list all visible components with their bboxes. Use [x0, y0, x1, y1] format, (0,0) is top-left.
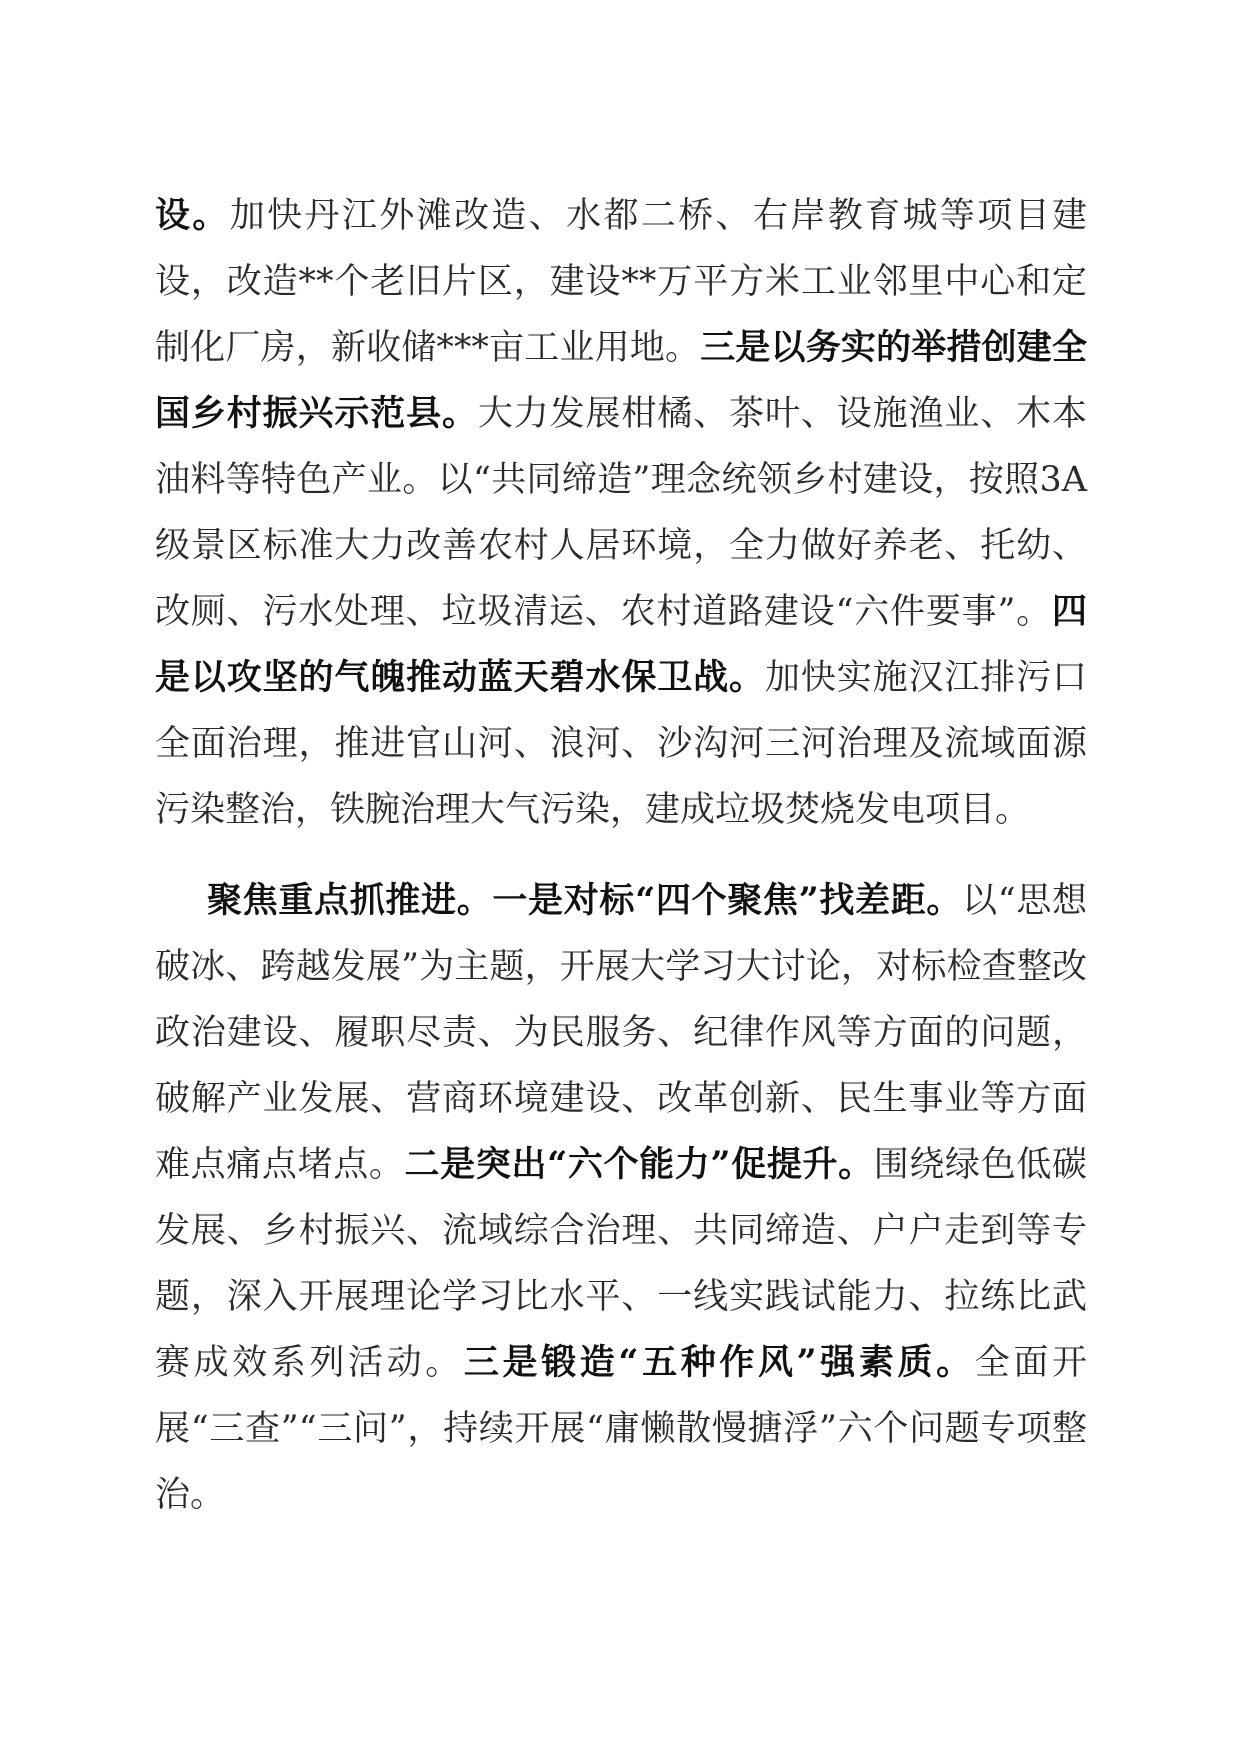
bold-run: 设。	[155, 195, 230, 236]
bold-run: 三是以务实的举措创建全国乡村振兴示范县。	[155, 327, 1087, 434]
bold-run: 二是突出“六个能力”促提升。	[404, 1144, 874, 1185]
bold-run: 四是以攻坚的气魄推动蓝天碧水保卫战。	[155, 591, 1087, 698]
text-run: 加快实施汉江排污口全面治理，推进官山河、浪河、沙沟河三河治理及流域面源污染整治，铁腕治理大气污染，建成垃圾焚烧发电项目。	[155, 658, 1087, 830]
text-run: 围绕绿色低碳发展、乡村振兴、流域综合治理、共同缔造、户户走到等专题，深入开展理论学习比水平、一线实践试能力、拉练比武赛成效系列活动。	[155, 1145, 1087, 1383]
bold-run: 三是锻造“五种作风”强素质。	[463, 1342, 975, 1383]
paragraph-2	[155, 868, 1087, 1528]
text-run: 全面开展“三查”“三问”，持续开展“庸懒散慢搪浮”六个问题专项整治。	[155, 1343, 1087, 1515]
paragraph-1	[155, 183, 1087, 843]
text-run: 大力发展柑橘、茶叶、设施渔业、木本油料等特色产业。以“共同缔造”理念统领乡村建设，按照3A级景区标准大力改善农村人居环境，全力做好养老、托幼、改厕、污水处理、垃圾清运、农村道路建设“六件要事”。	[155, 394, 1087, 632]
text-run: 加快丹江外滩改造、水都二桥、右岸教育城等项目建设，改造**个老旧片区，建设**万平方米工业邻里中心和定制化厂房，新收储***亩工业用地。	[155, 196, 1087, 368]
bold-run: 聚焦重点抓推进。一是对标“四个聚焦”找差距。	[207, 880, 963, 921]
text-run: 以“思想破冰、跨越发展”为主题，开展大学习大讨论，对标检查整改政治建设、履职尽责、为民服务、纪律作风等方面的问题，破解产业发展、营商环境建设、改革创新、民生事业等方面难点痛点堵点。	[155, 881, 1087, 1185]
